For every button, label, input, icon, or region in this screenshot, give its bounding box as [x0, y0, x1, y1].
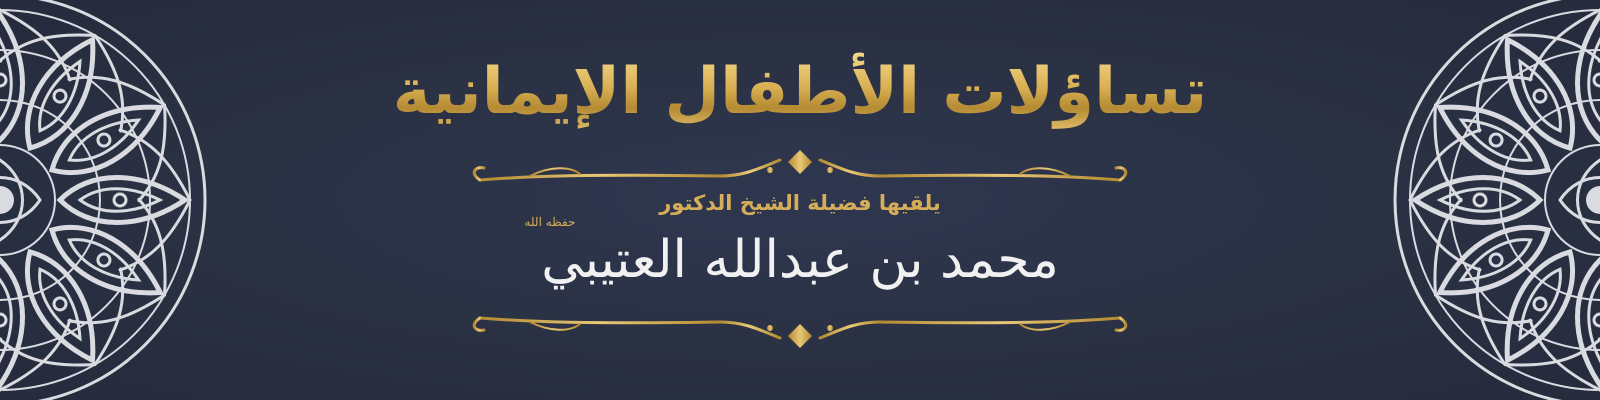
left-arabesque-ornament-icon: [0, 0, 210, 400]
speaker-intro-text: يلقيها فضيلة الشيخ الدكتور: [659, 191, 941, 215]
speaker-name: محمد بن عبدالله العتيبي: [541, 230, 1059, 290]
honorific-text: حفظه الله: [524, 215, 576, 229]
banner-title: تساؤلات الأطفال الإيمانية: [240, 52, 1360, 132]
right-arabesque-ornament-icon: [1390, 0, 1600, 400]
